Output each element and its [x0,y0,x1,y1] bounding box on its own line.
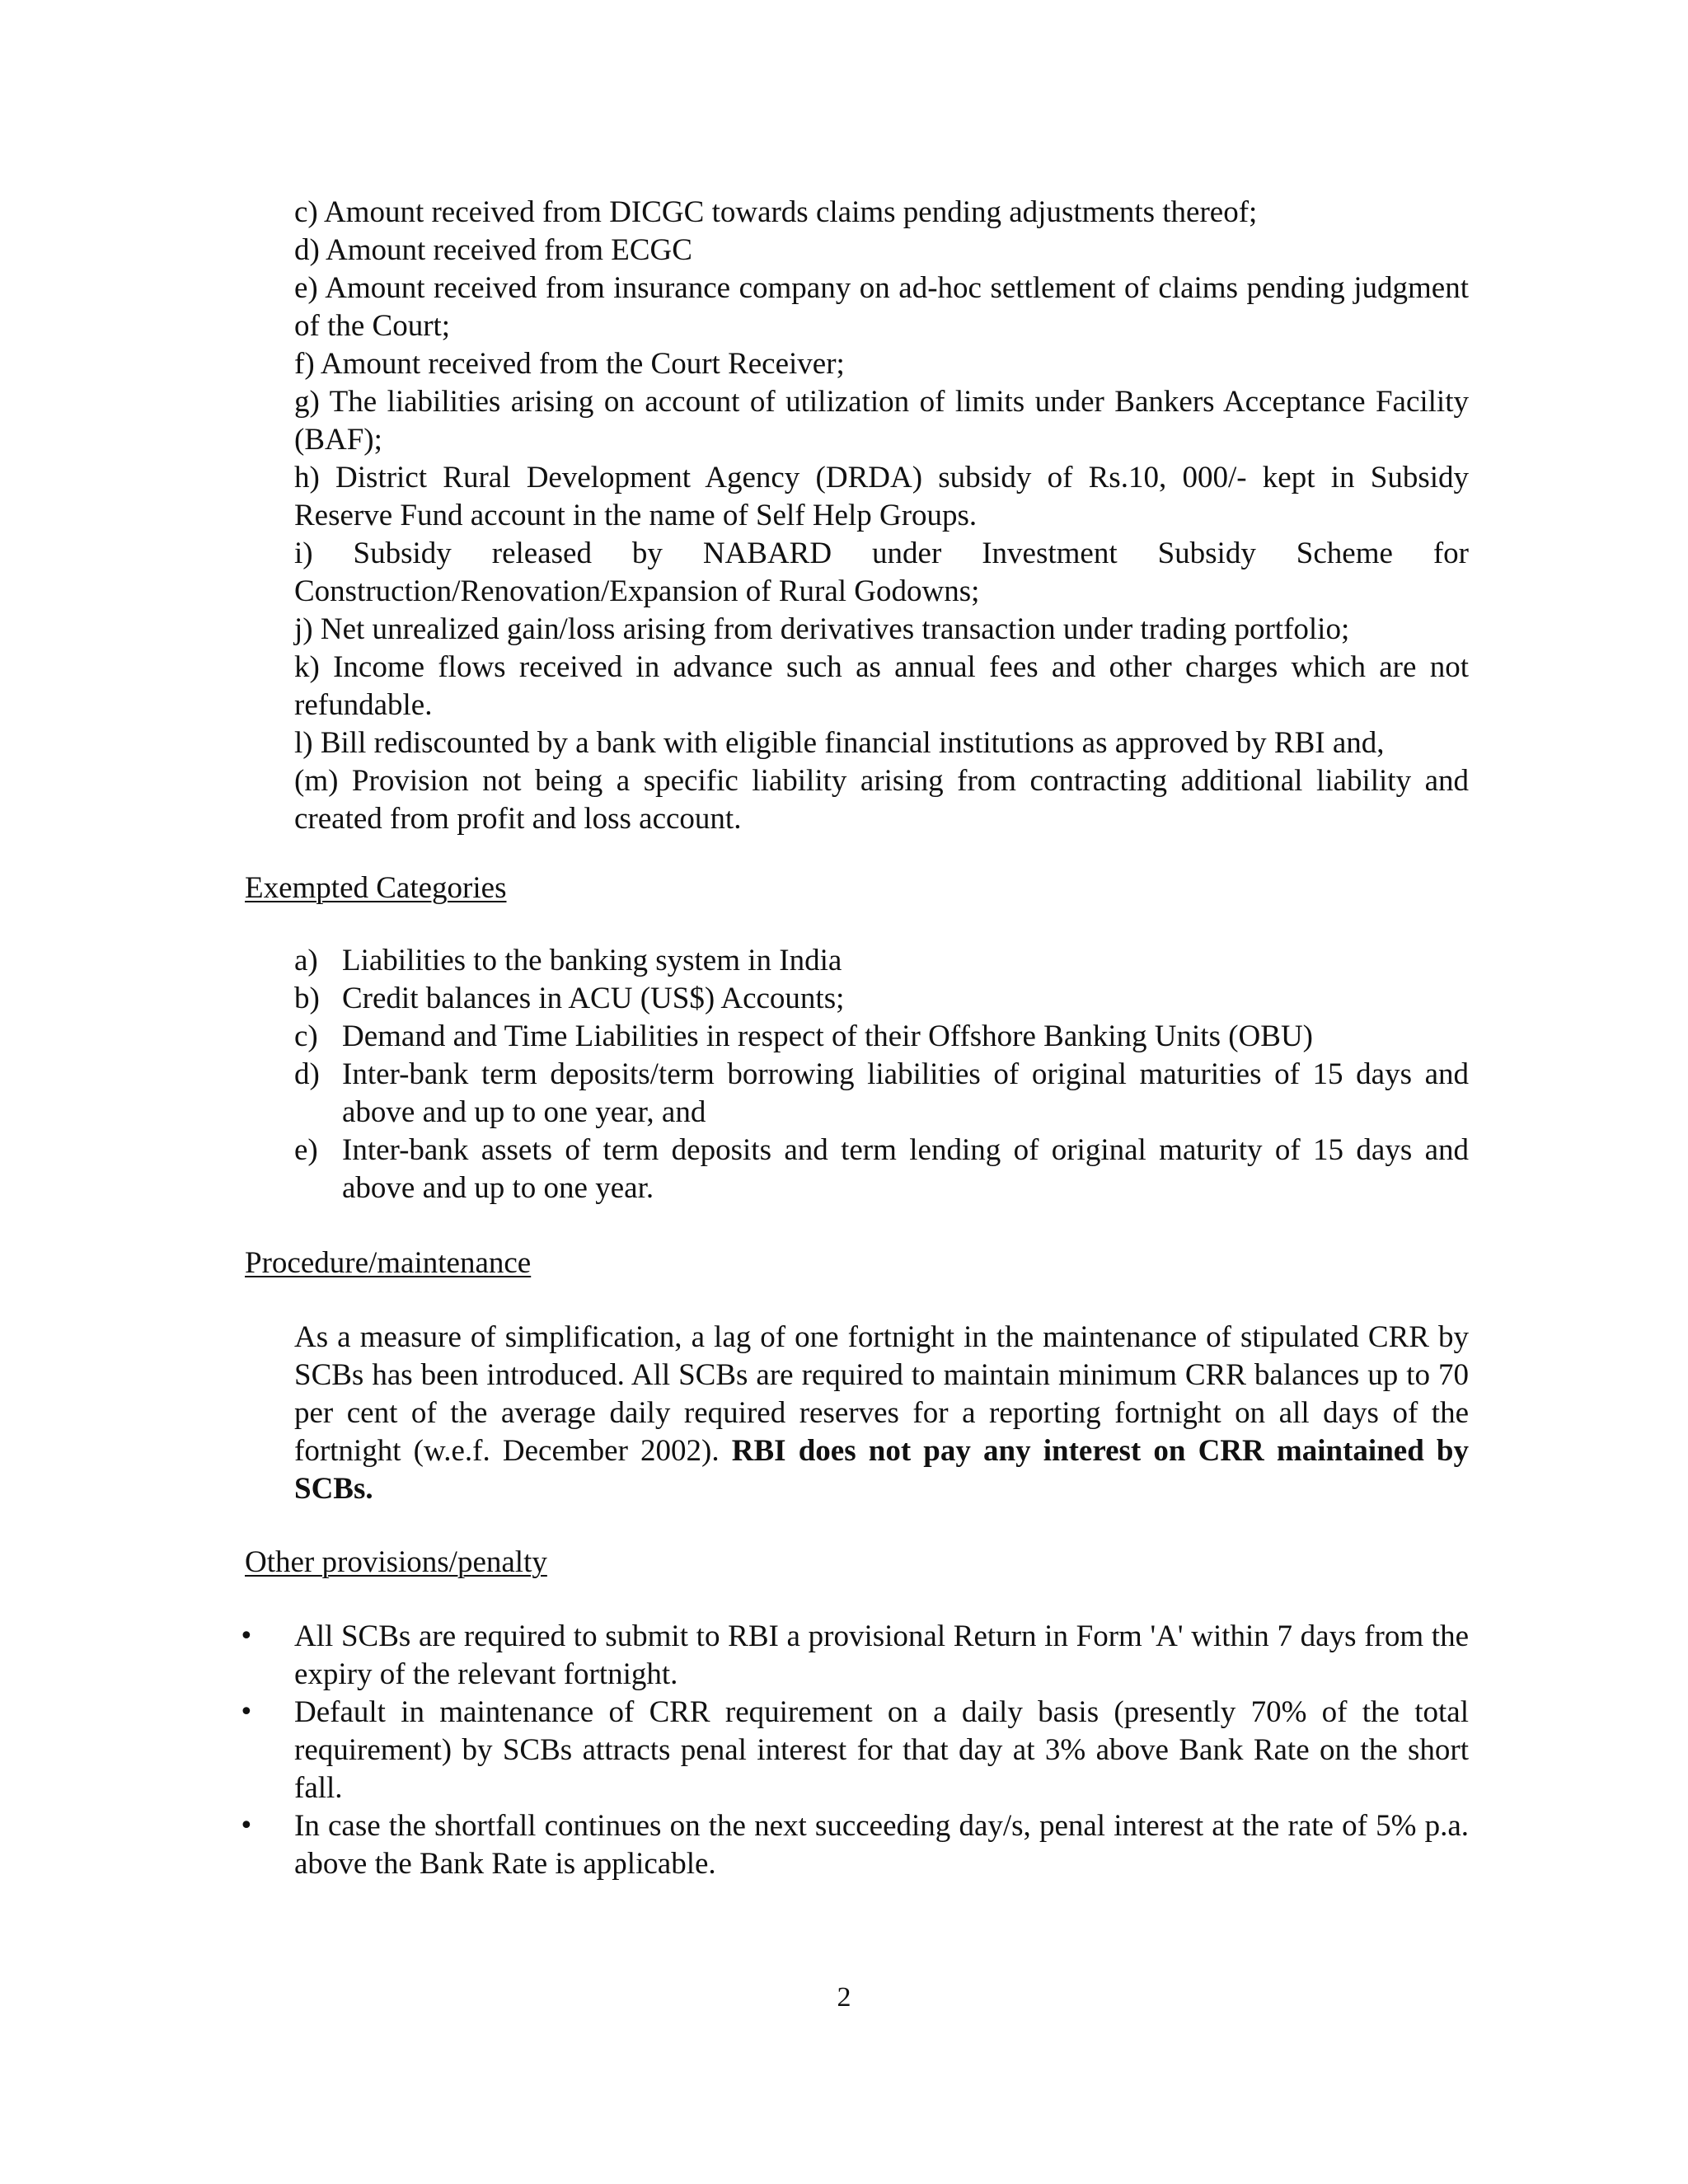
list-item: c) Amount received from DICGC towards claims pending adjustments thereof; [294,195,1258,229]
list-item: d) Amount received from ECGC [294,233,692,267]
list-marker: a) [294,944,318,977]
procedure-paragraph [294,1319,1469,1508]
section-heading-other: Other provisions/penalty [245,1545,547,1579]
list-item [294,942,1469,980]
list-item: j) Net unrealized gain/loss arising from derivatives transaction under trading portfolio; [294,612,1350,646]
list-item-text: Inter-bank assets of term deposits and term lending of original maturity of 15 days and above and up to one year. [342,1133,1469,1205]
list-item [294,1018,1469,1056]
list-marker: e) [294,1133,318,1167]
list-item [294,980,1469,1018]
list-item-text: Demand and Time Liabilities in respect of their Offshore Banking Units (OBU) [342,1019,1313,1053]
list-item: l) Bill rediscounted by a bank with eligible financial institutions as approved by RBI and, [294,726,1385,760]
list-item [294,1056,1469,1132]
procedure-body: As a measure of simplification, a lag of one fortnight in the maintenance of stipulated CRR by SCBs has been introduced. All SCBs are required to maintain minimum CRR balances up to 70 per cent of the average daily required reserves for a reporting fortnight on all days of the fortnight (w.e.f. December 2002). [294,1320,1469,1468]
list-item: f) Amount received from the Court Receiver; [294,347,845,381]
list-marker: b) [294,982,320,1015]
list-item: h) District Rural Development Agency (DRDA) subsidy of Rs.10, 000/- kept in Subsidy Reserve Fund account in the name of Self Help Groups. [294,461,1469,532]
list-item [239,1807,1469,1883]
list-item-text: Liabilities to the banking system in India [342,944,842,977]
list-marker: c) [294,1019,318,1053]
list-item-text: Inter-bank term deposits/term borrowing liabilities of original maturities of 15 days and above and up to one year, and [342,1057,1469,1129]
list-item: e) Amount received from insurance company on ad-hoc settlement of claims pending judgment of the Court; [294,271,1469,343]
list-item-text: All SCBs are required to submit to RBI a provisional Return in Form 'A' within 7 days from the expiry of the relevant fortnight. [294,1619,1469,1691]
page-number: 2 [837,1982,851,2013]
continued-list [294,194,1469,838]
bullet-icon: • [239,1622,254,1651]
exempted-list [294,942,1469,1207]
list-item: i) Subsidy released by NABARD under Investment Subsidy Scheme for Construction/Renovation/Expansion of Rural Godowns; [294,537,1469,608]
bullet-icon: • [239,1811,254,1840]
section-heading-exempted: Exempted Categories [245,871,507,905]
procedure-bold-note: RBI does not pay any interest on CRR maintained by SCBs. [294,1434,1470,1506]
list-item-text: Default in maintenance of CRR requirement on a daily basis (presently 70% of the total requirement) by SCBs attracts penal interest for that day at 3% above Bank Rate on the short fall. [294,1695,1469,1805]
list-item [239,1694,1469,1807]
bullet-icon: • [239,1698,254,1727]
list-item-text: In case the shortfall continues on the next succeeding day/s, penal interest at the rate of 5% p.a. above the Bank Rate is applicable. [294,1809,1469,1881]
list-marker: d) [294,1057,320,1091]
other-provisions-list [239,1618,1469,1883]
list-item-text: Credit balances in ACU (US$) Accounts; [342,982,845,1015]
list-item [294,1132,1469,1207]
list-item: g) The liabilities arising on account of utilization of limits under Bankers Acceptance Facility (BAF); [294,385,1469,457]
list-item [239,1618,1469,1694]
list-item: k) Income flows received in advance such as annual fees and other charges which are not refundable. [294,650,1469,722]
list-item: (m) Provision not being a specific liability arising from contracting additional liability and created from profit and loss account. [294,764,1469,836]
section-heading-procedure: Procedure/maintenance [245,1246,532,1280]
